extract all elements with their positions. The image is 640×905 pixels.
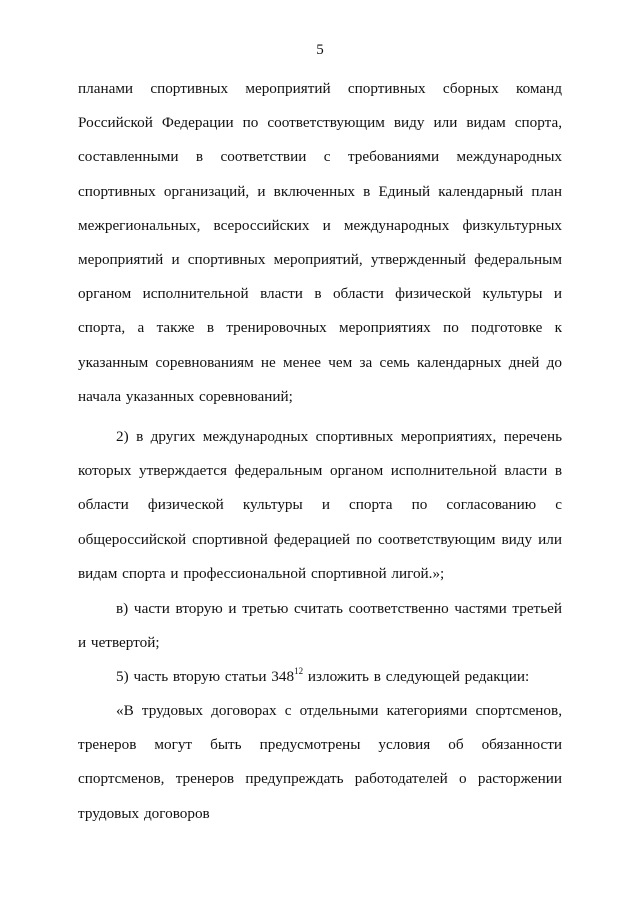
paragraph-text: планами спортивных мероприятий спортивных сборных команд Российской Федерации по соответствующим виду или видам спорта, составленными в соответствии с требованиями международных спортивных организаций, и включенных в Единый календарный план межрегиональных, всероссийских и международных физкультурных мероприятий и спортивных мероприятий, утвержденный федеральным органом исполнительной власти в области физической культуры и спорта, а также в тренировочных мероприятиях по подготовке к указанным соревнованиям не менее чем за семь календарных дней до начала указанных соревнований; bbox=[78, 80, 562, 405]
paragraph-item-v bbox=[78, 592, 562, 660]
paragraph-text: «В трудовых договорах с отдельными категориями спортсменов, тренеров могут быть предусмотрены условия об обязанности спортсменов, тренеров предупреждать работодателей о расторжении трудовых договоров bbox=[78, 702, 562, 822]
paragraph-text: 2) в других международных спортивных мероприятиях, перечень которых утверждается федеральным органом исполнительной власти в области физической культуры и спорта по согласованию с общероссийской спортивной федерацией по соответствующим виду или видам спорта и профессиональной спортивной лигой.»; bbox=[78, 428, 562, 582]
article-superscript: 12 bbox=[294, 665, 304, 676]
paragraph-text-before-superscript: 5) часть вторую статьи 348 bbox=[116, 668, 295, 685]
paragraph-item-5 bbox=[78, 660, 562, 694]
paragraph-text bbox=[78, 660, 562, 694]
paragraph-quoted-text bbox=[78, 694, 562, 831]
paragraph-text: в) части вторую и третью считать соответственно частями третьей и четвертой; bbox=[78, 600, 562, 652]
paragraph-text-after-superscript: изложить в следующей редакции: bbox=[303, 668, 530, 685]
paragraph-continuation bbox=[78, 72, 562, 414]
paragraph-item-2 bbox=[78, 420, 562, 591]
page-number: 5 bbox=[316, 42, 324, 58]
